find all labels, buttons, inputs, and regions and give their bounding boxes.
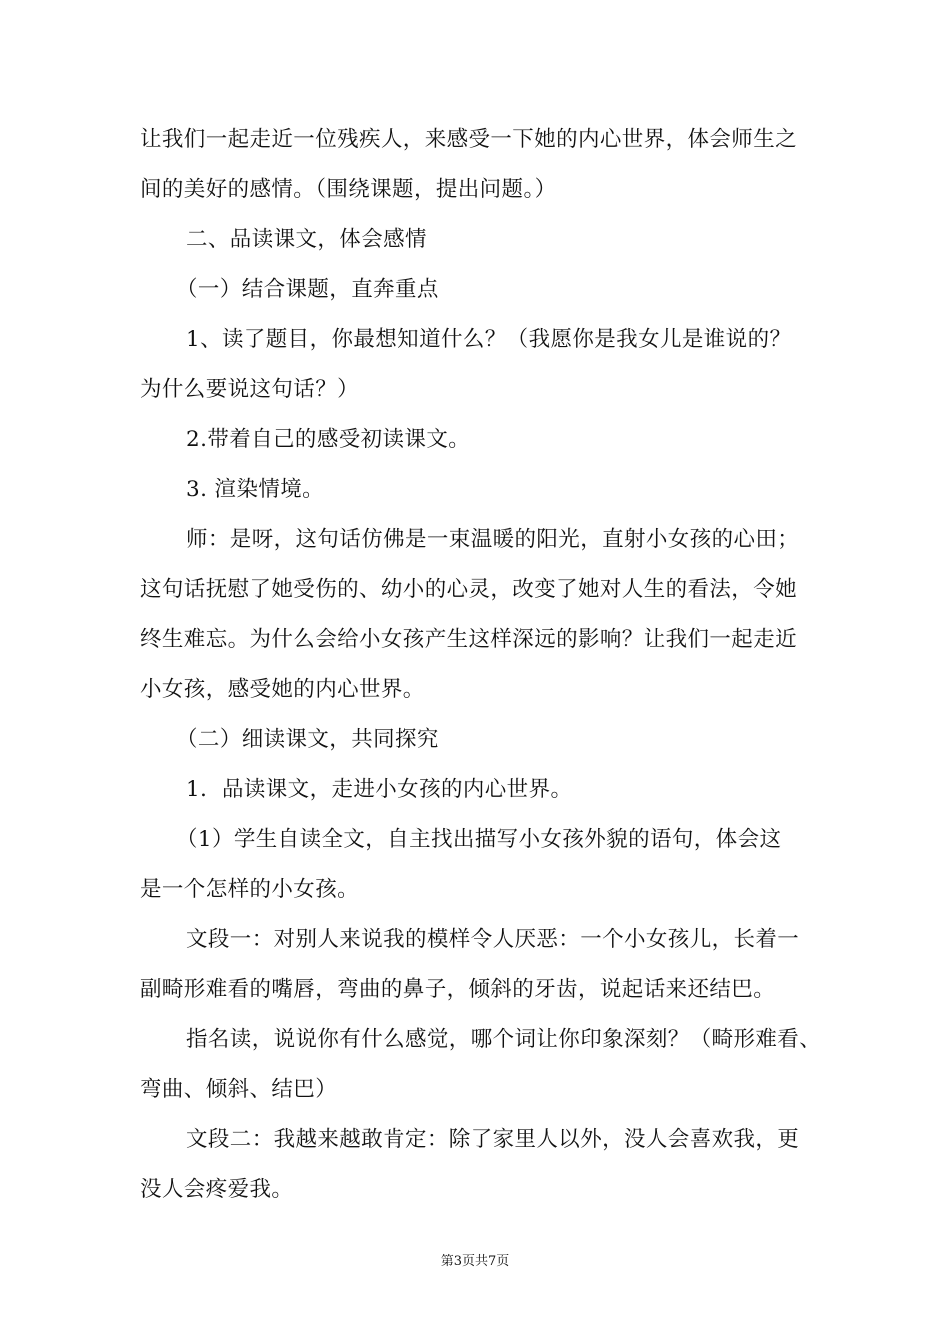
paragraph-line: 小女孩，感受她的内心世界。 [140,677,425,702]
paragraph-line: 副畸形难看的嘴唇，弯曲的鼻子，倾斜的牙齿，说起话来还结巴。 [140,977,776,1002]
paragraph-line: 3. 渲染情境。 [186,477,325,502]
paragraph-line: 指名读，说说你有什么感觉，哪个词让你印象深刻？（畸形难看、 [186,1027,822,1052]
paragraph-line: 文段二：我越来越敢肯定：除了家里人以外，没人会喜欢我，更 [186,1127,800,1152]
page-number-footer: 第3页共7页 [440,1254,510,1269]
paragraph-line: 终生难忘。为什么会给小女孩产生这样深远的影响？让我们一起走近 [140,627,798,652]
paragraph-line: 2.带着自己的感受初读课文。 [186,427,471,452]
paragraph-line: （1）学生自读全文，自主找出描写小女孩外貌的语句，体会这 [176,827,782,852]
subsection-heading: （二）细读课文，共同探究 [176,727,439,752]
paragraph-line: 师：是呀，这句话仿佛是一束温暖的阳光，直射小女孩的心田； [186,527,800,552]
subsection-heading: （一）结合课题，直奔重点 [176,277,439,302]
section-heading: 二、品读课文，体会感情 [186,227,427,252]
paragraph-line: 是一个怎样的小女孩。 [140,877,360,902]
paragraph-line: 1．品读课文，走进小女孩的内心世界。 [186,777,573,802]
paragraph-line: 没人会疼爱我。 [140,1177,294,1202]
paragraph-line: 弯曲、倾斜、结巴） [140,1077,338,1102]
paragraph-line: 间的美好的感情。（围绕课题，提出问题。） [140,177,557,202]
paragraph-line: 让我们一起走近一位残疾人，来感受一下她的内心世界，体会师生之 [140,127,798,152]
paragraph-line: 文段一：对别人来说我的模样令人厌恶：一个小女孩儿，长着一 [186,927,800,952]
paragraph-line: 这句话抚慰了她受伤的、幼小的心灵，改变了她对人生的看法，令她 [140,577,798,602]
paragraph-line: 1、读了题目，你最想知道什么？（我愿你是我女儿是谁说的？ [186,327,792,352]
paragraph-line: 为什么要说这句话？） [140,377,360,402]
